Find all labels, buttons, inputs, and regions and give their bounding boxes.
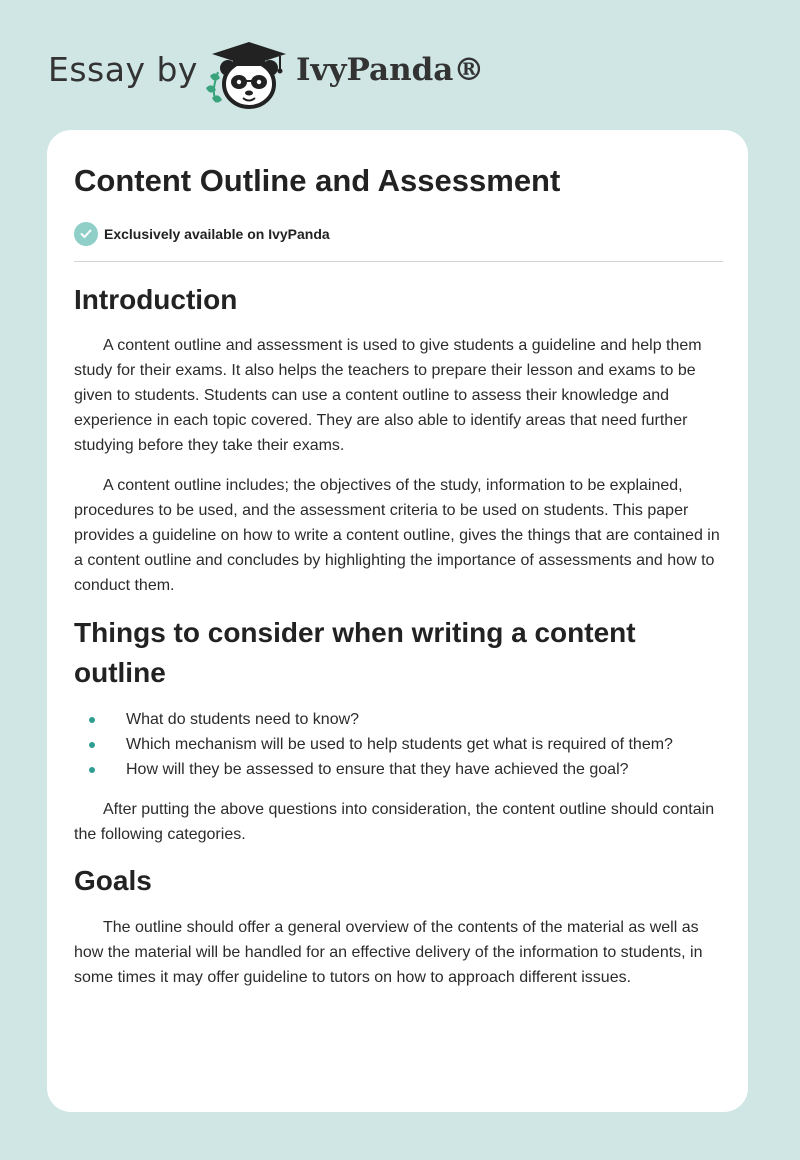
bullet-icon [89,767,95,773]
bullet-list [74,707,723,782]
essay-by-label: Essay by [48,50,198,89]
exclusive-badge [74,222,330,246]
page-title: Content Outline and Assessment [74,163,561,198]
list-item [74,707,723,732]
checkmark-icon [74,222,98,246]
list-item [74,757,723,782]
section-heading-goals: Goals [74,865,152,896]
section-heading-things-to-consider: Things to consider when writing a content outline [74,617,636,688]
paragraph: The outline should offer a general overview of the contents of the material as well as how the material will be handled for an effective delivery of the information to students, in some times it may offer guideline to tutors on how to approach different issues. [74,919,703,986]
list-item-text: How will they be assessed to ensure that they have achieved the goal? [126,761,629,778]
site-header [0,0,800,130]
panda-logo-icon[interactable] [200,36,294,110]
divider [74,261,723,262]
bullet-icon [89,717,95,723]
essay-body [74,280,723,990]
paragraph: A content outline and assessment is used to give students a guideline and help them study for their exams. It also helps the teachers to prepare their lesson and exams to be given to students. Students can use a content outline to assess their knowledge and experience in each topic covered. They are also able to identify areas that need further studying before they take their exams. [74,337,702,454]
brand-name[interactable]: IvyPanda® [296,52,485,88]
paragraph: A content outline includes; the objectives of the study, information to be explained, procedures to be used, and the assessment criteria to be used on students. This paper provides a guideline on how to write a content outline, gives the things that are contained in a content outline and concludes by highlighting the importance of assessments and how to conduct them. [74,477,720,594]
list-item-text: What do students need to know? [126,711,360,728]
exclusive-badge-label: Exclusively available on IvyPanda [104,226,330,242]
essay-card [47,130,748,1112]
section-heading-introduction: Introduction [74,284,238,315]
list-item [74,732,723,757]
list-item-text: Which mechanism will be used to help students get what is required of them? [126,736,673,753]
paragraph: After putting the above questions into consideration, the content outline should contain the following categories. [74,801,715,843]
bullet-icon [89,742,95,748]
